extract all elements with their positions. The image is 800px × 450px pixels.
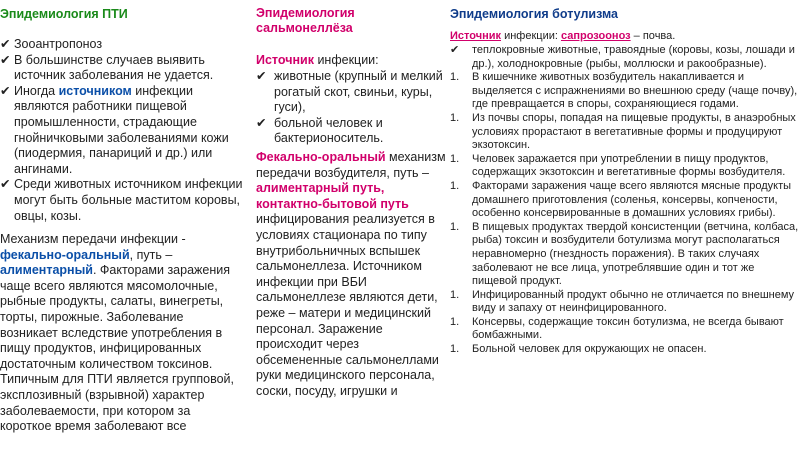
pti-title: Эпидемиология ПТИ [0,7,128,21]
mechanism-mid: , путь – [129,247,173,262]
item-text: Человек заражается при употреблении в пищу продуктов, содержащих экзотоксин и вегетативные формы возбудителя. [472,152,786,179]
item-text [14,84,243,178]
item-text: животные (крупный и мелкий рогатый скот, свиньи, куры, гуси), [274,69,443,115]
item-text: В пищевых продуктах твердой консистенции (ветчина, колбаса, рыба) токсин и возбудители ботулизма могут располагаться неравномерно (гнездность поражения). В таких случаях заболевают не все лица, употреблявшие один и тот же пищевой продукт. [472,220,799,288]
pti-list [0,37,243,224]
list-item [450,71,800,112]
item-text: Среди животных источником инфекции могут быть больные маститом коровы, овцы, козы. [14,177,243,223]
highlight-paths: алиментарный путь, контактно-бытовой путь [256,181,409,211]
list-number: 1. [450,220,460,233]
list-item [450,221,800,289]
list-item [0,53,243,84]
highlight-source: Источник [450,30,502,42]
botulism-list [450,44,800,357]
checkmark-icon: ✔ [256,69,267,83]
checkmark-icon: ✔ [0,37,11,51]
checkmark-icon: ✔ [0,52,11,67]
list-item [450,44,800,71]
highlight-alimentary: алиментарный [0,263,93,278]
item-text: Больной человек для окружающих не опасен. [472,343,707,356]
pti-mechanism-paragraph [0,232,243,435]
item-text: Факторами заражения чаще всего являются мясные продукты домашнего приготовления (соленья, консервы, копчености, особенно консервированные в домашних условиях грибы). [472,179,792,220]
highlight-saprozoonosis: сапрозооноз [560,30,631,42]
paths-rest: инфицирования реализуется в условиях стационара по типу внутрибольничных вспышек сальмонеллеза. Источником инфекции при ВБИ сальмонеллезе являются дети, реже – матери и медицинский персонал. Заражение происходит через обсемененные сальмонеллами руки медицинского персонала, соски, посуду, игрушки и [256,212,439,398]
list-item [450,112,800,153]
list-item [256,116,446,147]
list-item [450,153,800,180]
salmonella-source [256,53,446,69]
list-item [0,84,243,178]
highlight-source: Источник [256,53,314,67]
list-item [450,343,800,357]
highlight-fecal-oral: Фекально-оральный [256,150,386,164]
column-pti [0,0,243,450]
list-number: 1. [450,288,460,301]
source-rest: инфекции: [313,53,379,67]
item-text: Инфицированный продукт обычно не отличается по внешнему виду и запаху от неинфицированного. [472,288,795,315]
salmonella-title: Эпидемиология сальмонеллёза [256,6,355,35]
mechanism-lead: Механизм передачи инфекции - [0,232,186,246]
salmonella-list [256,69,446,147]
list-item [0,177,243,224]
checkmark-icon: ✔ [450,44,460,56]
list-item [0,37,243,53]
list-number: 1. [450,179,460,192]
item-text-start: Иногда [14,83,59,98]
salmonella-mechanism-paragraph [256,150,446,400]
botulism-source [450,30,800,44]
column-salmonella [256,0,446,450]
mechanism-rest: механизм передачи возбудителя, путь – [256,150,446,180]
item-text: Из почвы споры, попадая на пищевые продукты, в анаэробных условиях прорастают в вегетативные формы и продуцируют экзотоксин. [472,111,796,152]
highlight-source: источником [58,83,132,98]
column-botulism [450,0,800,450]
item-text: В большинстве случаев выявить источник заболевания не удается. [14,52,214,83]
checkmark-icon: ✔ [0,177,11,192]
botulism-title: Эпидемиология ботулизма [450,7,618,21]
item-text: больной человек и бактерионоситель. [274,115,384,146]
list-item [256,69,446,116]
source-rest: – почва. [630,30,676,42]
list-number: 1. [450,152,460,165]
list-number: 1. [450,71,460,84]
list-number: 1. [450,111,460,124]
highlight-fecal-oral: фекально-оральный [0,247,130,262]
mechanism-rest: . Факторами заражения чаще всего являются мясомолочные, рыбные продукты, салаты, винегреты, торты, пирожные. Заболевание возникает вследствие употребления в пищу продуктов, инфицированных достаточным количеством токсинов. Типичным для ПТИ является групповой, эксплозивный (взрывной) характер заболеваемости, при котором за короткое время заболевают все [0,263,235,434]
checkmark-icon: ✔ [256,115,267,130]
source-mid: инфекции: [501,30,561,42]
list-item [450,316,800,343]
list-number: 1. [450,343,460,356]
list-item [450,289,800,316]
item-text: В кишечнике животных возбудитель накапливается и выделяется с испражнениями во внешнюю среду (чаще почву), где превращается в споры, сохраняющиеся годами. [472,71,798,111]
item-text: Зооантропоноз [14,37,103,51]
list-number: 1. [450,315,460,328]
checkmark-icon: ✔ [0,83,11,98]
item-text: Консервы, содержащие токсин ботулизма, не всегда бывают бомбажными. [472,315,784,342]
item-text-end: инфекции являются работники пищевой промышленности, страдающие гнойничковыми заболеваниями кожи (пиодермия, панариций и др.) или ангинами. [14,83,229,176]
item-text: теплокровные животные, травоядные (коровы, козы, лошади и др.), холоднокровные (рыбы, моллюски и ракообразные). [472,44,795,70]
list-item [450,180,800,221]
